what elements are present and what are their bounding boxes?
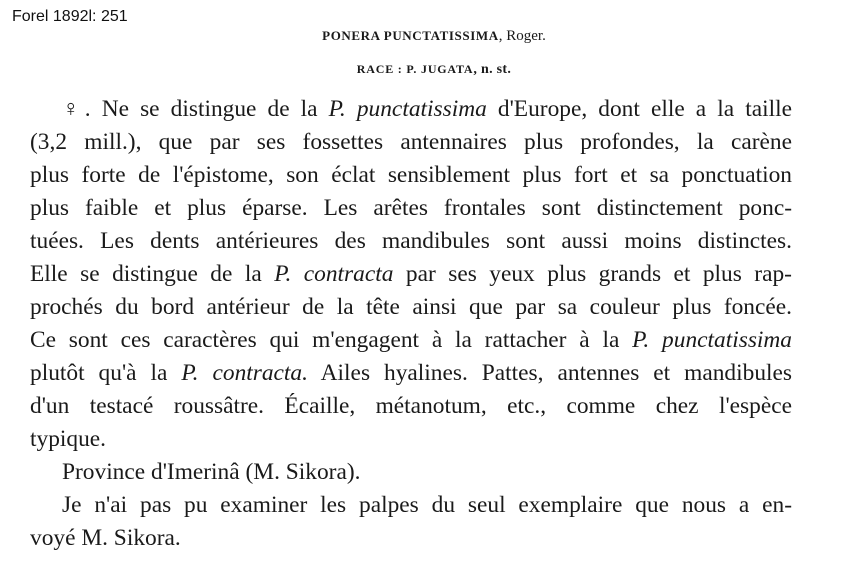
text-line: Province d'Imerinâ (M. Sikora). — [62, 459, 361, 485]
text-line: voyé M. Sikora. — [30, 525, 181, 551]
text-line: ♀. Ne se distingue de la P. punctatissima d'Europe, dont elle a la taille — [62, 96, 792, 122]
text-line: d'un testacé roussâtre. Écaille, métanotum, etc., comme chez l'espèce — [30, 393, 792, 419]
text-line: plus faible et plus éparse. Les arêtes frontales sont distinctement ponc- — [30, 195, 792, 221]
text-line: Ce sont ces caractères qui m'engagent à la rattacher à la P. punctatissima — [30, 327, 793, 353]
race-label: RACE : P. JUGATA — [356, 62, 474, 76]
text-line: (3,2 mill.), que par ses fossettes antennaires plus profondes, la carène — [30, 129, 792, 155]
description-body — [30, 93, 792, 555]
species-heading — [0, 28, 868, 45]
text-line: Elle se distingue de la P. contracta par ses yeux plus grands et plus rap- — [30, 261, 792, 287]
text-line: typique. — [30, 426, 107, 452]
text-line: prochés du bord antérieur de la tête ainsi que par sa couleur plus foncée. — [30, 294, 792, 320]
text-line: Je n'ai pas pu examiner les palpes du seul exemplaire que nous a en- — [62, 492, 792, 518]
citation-label: Forel 1892l: 251 — [12, 8, 128, 25]
text-line: plus forte de l'épistome, son éclat sensiblement plus fort et sa ponctuation — [30, 162, 792, 188]
text-line: tuées. Les dents antérieures des mandibules sont aussi moins distinctes. — [30, 228, 792, 254]
text-line: plutôt qu'à la P. contracta. Ailes hyalines. Pattes, antennes et mandibules — [30, 360, 792, 386]
species-author: , Roger. — [498, 28, 546, 44]
race-heading — [0, 62, 868, 78]
species-name: PONERA PUNCTATISSIMA — [322, 28, 499, 43]
race-status: , n. st. — [473, 62, 512, 77]
